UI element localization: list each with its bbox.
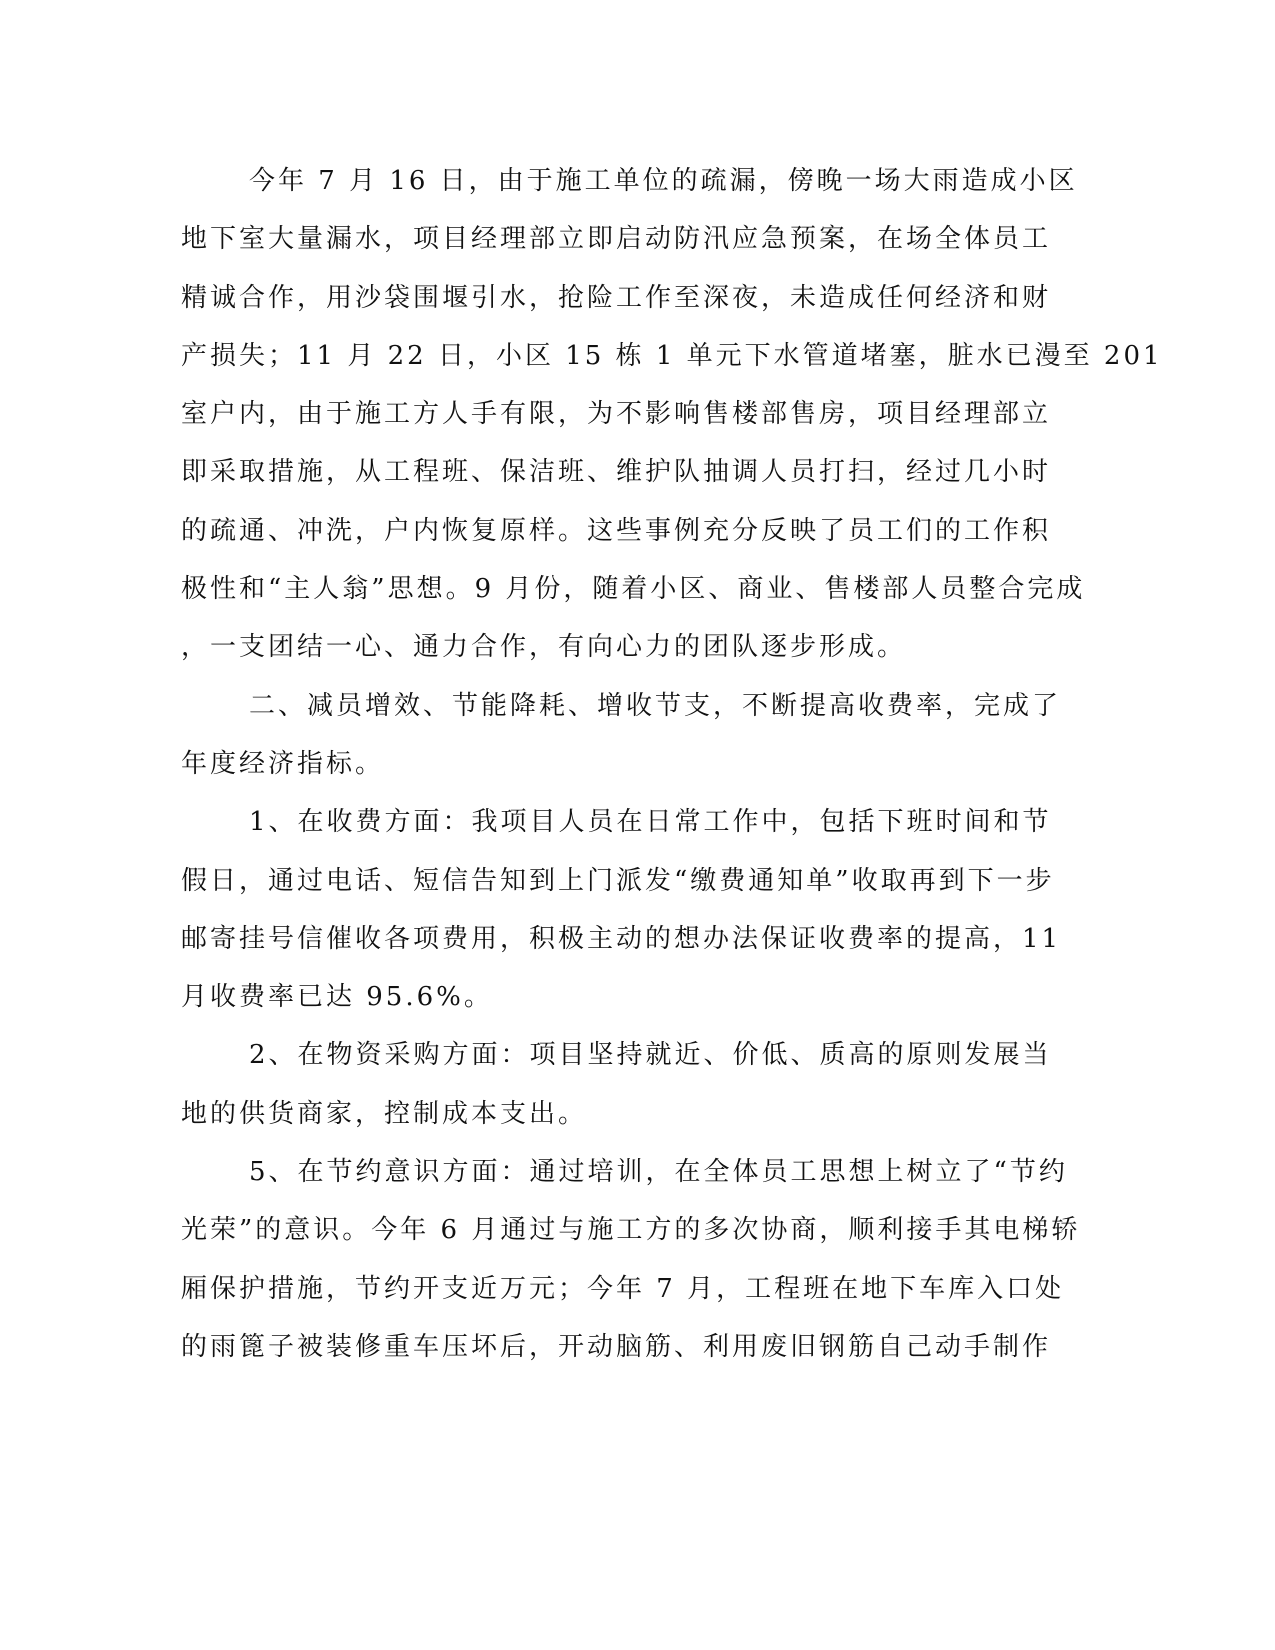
paragraph-line: 即采取措施，从工程班、保洁班、维护队抽调人员打扫，经过几小时 <box>181 457 1052 488</box>
paragraph-line: 的雨篦子被装修重车压坏后，开动脑筋、利用废旧钢筋自己动手制作 <box>181 1331 1052 1362</box>
paragraph-line: 地的供货商家，控制成本支出。 <box>181 1098 588 1129</box>
paragraph-line: 1、在收费方面：我项目人员在日常工作中，包括下班时间和节 <box>249 807 1052 838</box>
paragraph-line: ，一支团结一心、通力合作，有向心力的团队逐步形成。 <box>181 632 907 663</box>
body-text <box>181 152 1163 1376</box>
paragraph-line: 的疏通、冲洗，户内恢复原样。这些事例充分反映了员工们的工作积 <box>181 515 1052 546</box>
paragraph-line: 室户内，由于施工方人手有限，为不影响售楼部售房，项目经理部立 <box>181 399 1052 430</box>
paragraph-line: 2、在物资采购方面：项目坚持就近、价低、质高的原则发展当 <box>249 1040 1052 1071</box>
paragraph-line: 月收费率已达 95.6%。 <box>181 982 493 1013</box>
paragraph-line: 精诚合作，用沙袋围堰引水，抢险工作至深夜，未造成任何经济和财 <box>181 282 1052 313</box>
section-heading-line: 年度经济指标。 <box>181 748 385 779</box>
paragraph-line: 邮寄挂号信催收各项费用，积极主动的想办法保证收费率的提高，11 <box>181 923 1062 954</box>
paragraph-line: 光荣”的意识。今年 6 月通过与施工方的多次协商，顺利接手其电梯轿 <box>181 1215 1081 1246</box>
paragraph-line: 产损失；11 月 22 日，小区 15 栋 1 单元下水管道堵塞，脏水已漫至 201 <box>181 340 1163 371</box>
paragraph-line: 厢保护措施，节约开支近万元；今年 7 月，工程班在地下车库入口处 <box>181 1273 1065 1304</box>
paragraph-line: 地下室大量漏水，项目经理部立即启动防汛应急预案，在场全体员工 <box>181 224 1052 255</box>
paragraph-line: 今年 7 月 16 日，由于施工单位的疏漏，傍晚一场大雨造成小区 <box>249 166 1078 196</box>
paragraph-line: 极性和“主人翁”思想。9 月份，随着小区、商业、售楼部人员整合完成 <box>181 574 1086 605</box>
paragraph-line: 5、在节约意识方面：通过培训，在全体员工思想上树立了“节约 <box>249 1157 1068 1188</box>
paragraph-line: 假日，通过电话、短信告知到上门派发“缴费通知单”收取再到下一步 <box>181 865 1055 896</box>
section-heading-line: 二、减员增效、节能降耗、增收节支，不断提高收费率，完成了 <box>249 690 1062 721</box>
